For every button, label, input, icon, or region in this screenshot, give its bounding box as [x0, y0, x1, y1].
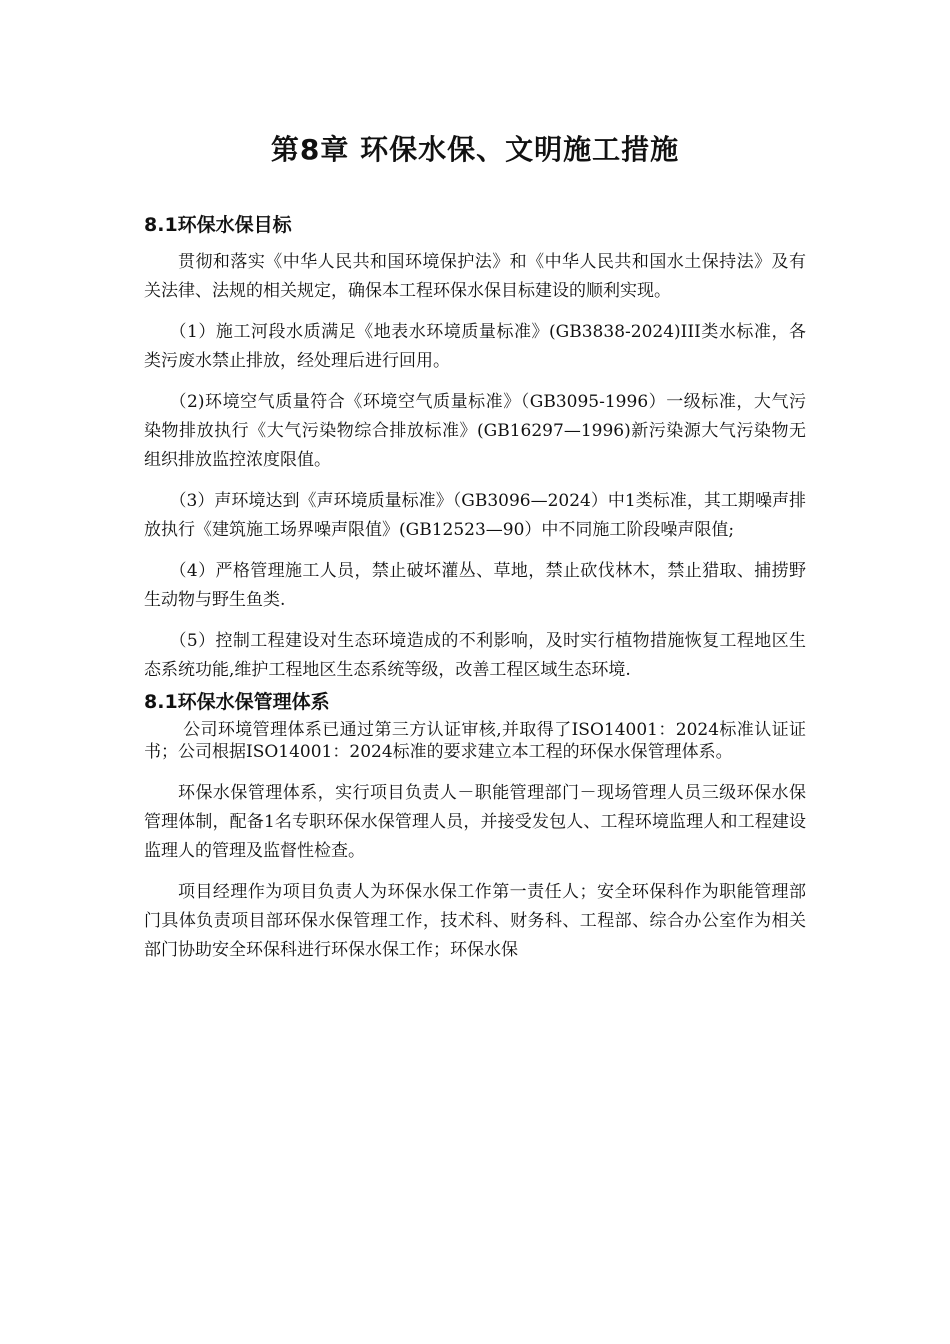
- chapter-title: 第8章 环保水保、文明施工措施: [270, 133, 680, 166]
- document-body: [144, 128, 806, 977]
- section-management-system: [144, 689, 806, 965]
- section-environmental-goals: [144, 212, 806, 685]
- paragraph-responsibilities: 项目经理作为项目负责人为环保水保工作第一责任人；安全环保科作为职能管理部门具体负责项目部环保水保管理工作，技术科、财务科、工程部、综合办公室作为相关部门协助安全环保科进行环保水保工作；环保水保: [144, 882, 806, 960]
- paragraph-intro: 贯彻和落实《中华人民共和国环境保护法》和《中华人民共和国水土保持法》及有关法律、法规的相关规定，确保本工程环保水保目标建设的顺利实现。: [144, 252, 806, 301]
- section-heading: 8.1环保水保目标: [144, 214, 292, 236]
- list-item-vegetation: （4）严格管理施工人员，禁止破坏灌丛、草地，禁止砍伐林木，禁止猎取、捕捞野生动物与野生鱼类.: [144, 561, 806, 610]
- paragraph-certification: 公司环境管理体系已通过第三方认证审核,并取得了ISO14001：2024标准认证证书；公司根据ISO14001：2024标准的要求建立本工程的环保水保管理体系。: [144, 720, 806, 762]
- list-item-ecology: （5）控制工程建设对生态环境造成的不利影响，及时实行植物措施恢复工程地区生态系统功能,维护工程地区生态系统等级，改善工程区域生态环境.: [144, 631, 806, 680]
- list-item-water-quality: （1）施工河段水质满足《地表水环境质量标准》(GB3838-2024)III类水标准，各类污废水禁止排放，经处理后进行回用。: [144, 322, 806, 371]
- paragraph-management-structure: 环保水保管理体系，实行项目负责人－职能管理部门－现场管理人员三级环保水保管理体制，配备1名专职环保水保管理人员，并接受发包人、工程环境监理人和工程建设监理人的管理及监督性检查。: [144, 783, 806, 861]
- list-item-noise: （3）声环境达到《声环境质量标准》（GB3096—2024）中1类标准，其工期噪声排放执行《建筑施工场界噪声限值》(GB12523—90）中不同施工阶段噪声限值;: [144, 491, 806, 540]
- list-item-air-quality: （2)环境空气质量符合《环境空气质量标准》（GB3095-1996）一级标准，大气污染物排放执行《大气污染物综合排放标准》(GB16297—1996)新污染源大气污染物无组织排放监控浓度限值。: [144, 392, 806, 470]
- section-heading: 8.1环保水保管理体系: [144, 691, 330, 713]
